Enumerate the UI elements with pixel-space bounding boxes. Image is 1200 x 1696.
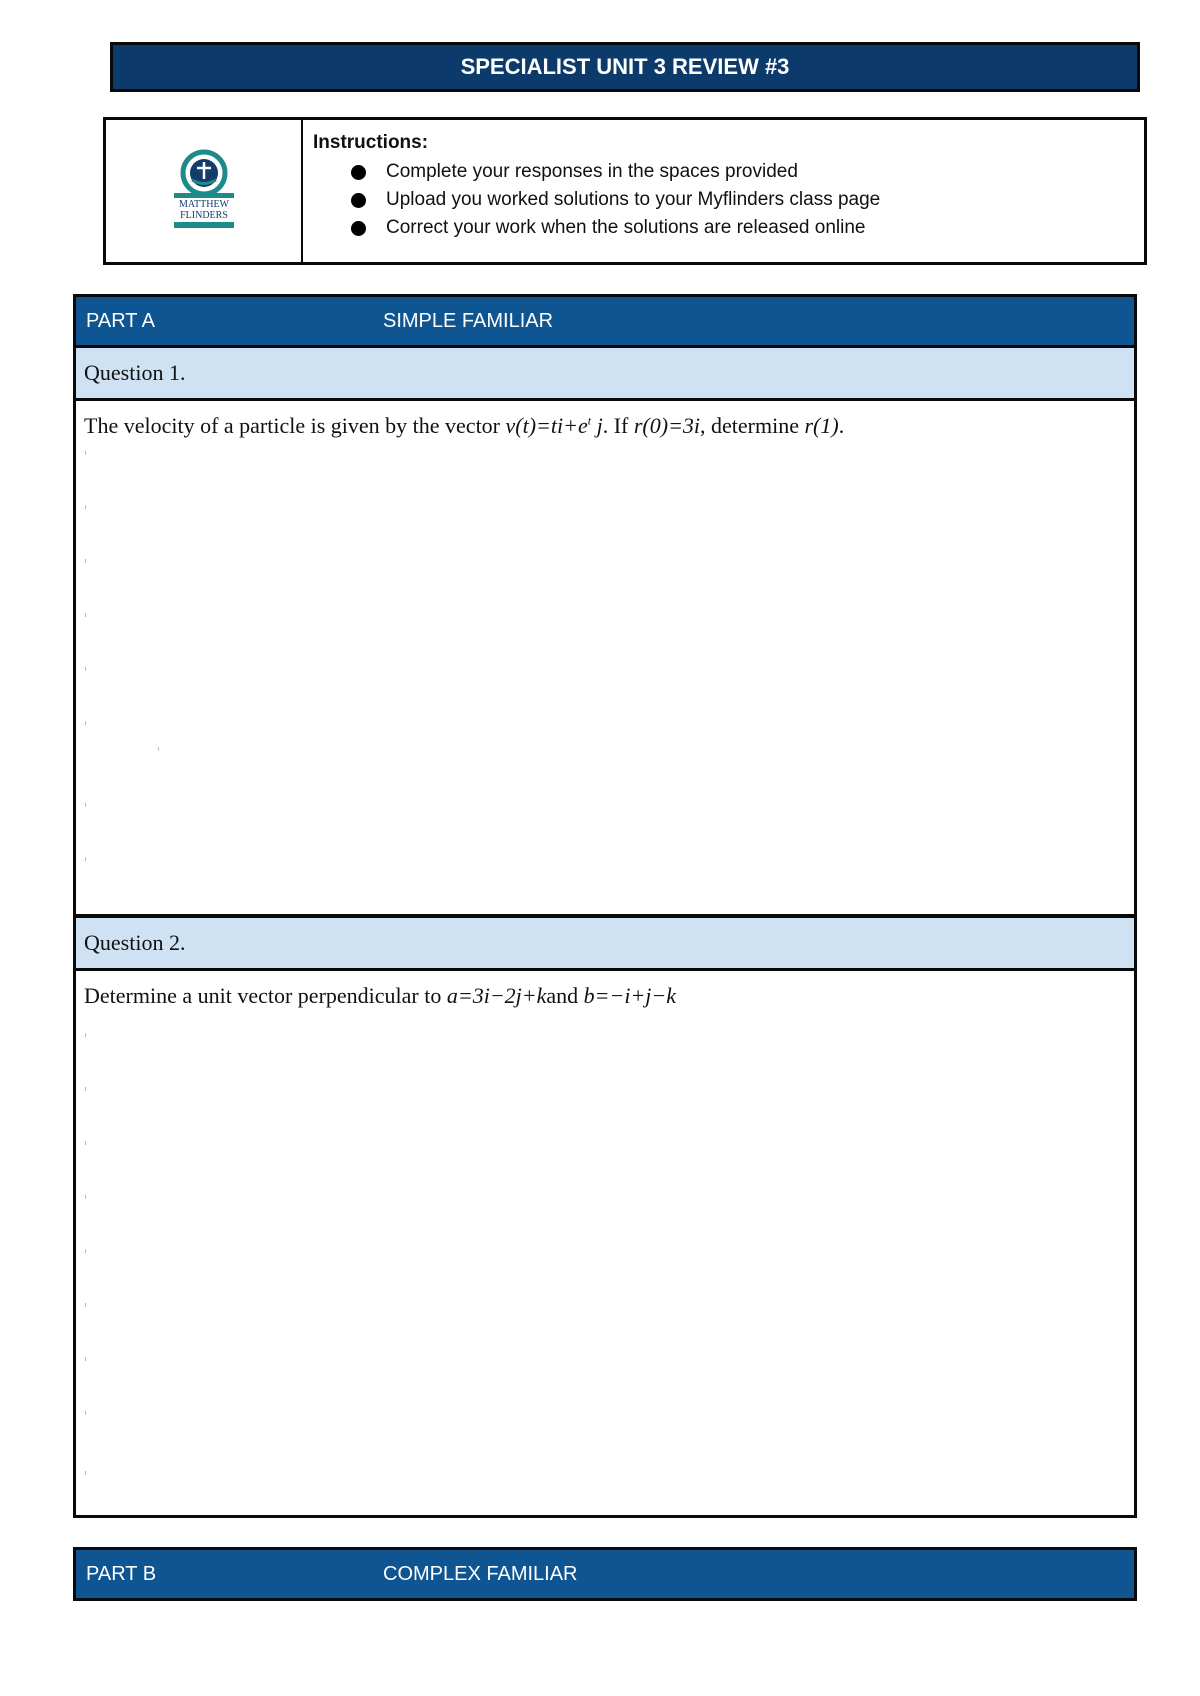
school-logo [106, 120, 303, 262]
question-2-heading: Question 2. [76, 918, 1134, 971]
instructions-title: Instructions: [313, 132, 429, 153]
part-b-header [73, 1547, 1137, 1601]
question-1-heading: Question 1. [76, 348, 1134, 401]
instruction-item: Upload you worked solutions to your Myflinders class page [351, 186, 1134, 214]
bullet-icon [351, 165, 366, 180]
instruction-item: Complete your responses in the spaces provided [351, 158, 1134, 186]
part-b-label: PART B [86, 1562, 157, 1585]
logo-line1: MATTHEW [178, 199, 229, 210]
part-a-subtitle: SIMPLE FAMILIAR [383, 309, 554, 332]
question-1-answer-area[interactable] [76, 401, 1134, 926]
question-1-box [73, 348, 1137, 917]
question-2-answer-area[interactable] [76, 971, 1134, 1527]
question-1-text: The velocity of a particle is given by the vector $v(t)=ti+e^t$ j. If r(0)=3i, determine r(1). [84, 413, 845, 438]
bullet-icon [351, 221, 366, 236]
part-a-header [73, 294, 1137, 348]
instructions-list [313, 158, 1134, 242]
page-title [110, 42, 1140, 92]
instruction-item: Correct your work when the solutions are released online [351, 214, 1134, 242]
part-a-label: PART A [86, 309, 155, 332]
instructions-box [103, 117, 1147, 265]
question-2-box [73, 915, 1137, 1518]
page-title-text: SPECIALIST UNIT 3 REVIEW #3 [460, 54, 790, 79]
instructions-content [303, 120, 1144, 262]
question-2-text: Determine a unit vector perpendicular to a=3i−2j+kand b=−i+j−k [84, 983, 677, 1008]
part-b-subtitle: COMPLEX FAMILIAR [383, 1562, 578, 1585]
bullet-icon [351, 193, 366, 208]
logo-line2: FLINDERS [179, 210, 228, 221]
school-crest-icon [170, 149, 238, 233]
